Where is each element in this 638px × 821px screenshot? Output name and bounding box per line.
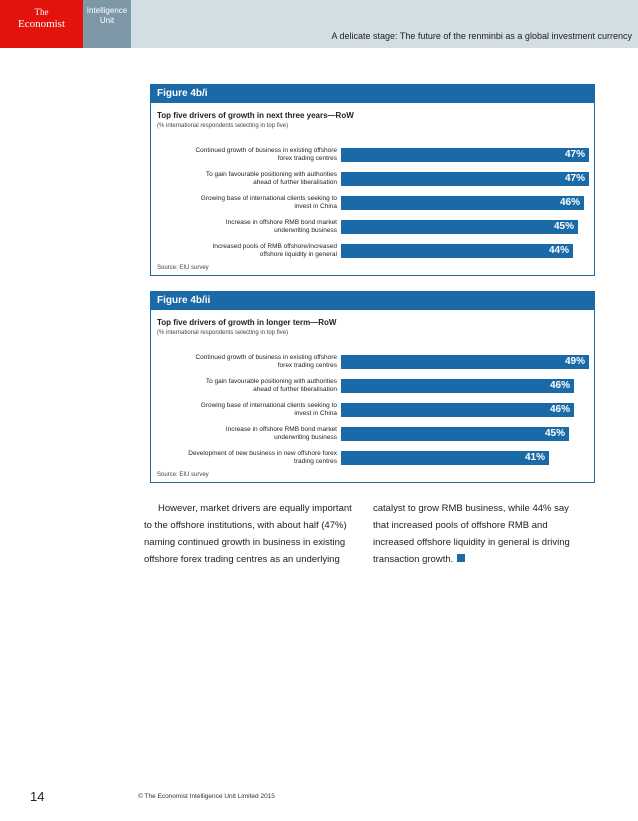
bar	[341, 172, 589, 186]
bar-value-label: 45%	[544, 428, 565, 439]
figure-source: Source: EIU survey	[157, 265, 209, 271]
bar-label-line: underwriting business	[274, 227, 337, 234]
unit-line2: Unit	[99, 16, 115, 25]
body-paragraph-right-text: catalyst to grow RMB business, while 44% say that increased pools of offshore RMB and increased offshore liquidity in general is driving transaction growth.	[373, 503, 570, 565]
figure-title: Top five drivers of growth in longer term—RoW	[157, 318, 337, 327]
figure-4b-i	[150, 84, 595, 276]
bar-label-line: ahead of further liberalisation	[253, 386, 337, 393]
bar-label	[151, 195, 337, 211]
bar-label	[151, 147, 337, 163]
bar-label-line: forex trading centres	[277, 155, 337, 162]
bar	[341, 427, 569, 441]
bar	[341, 220, 578, 234]
bar-value-label: 47%	[564, 149, 585, 160]
bar-label-line: invest in China	[294, 203, 337, 210]
bar	[341, 355, 589, 369]
header-band-top	[131, 0, 638, 22]
unit-line1: Intelligence	[86, 6, 128, 15]
bar	[341, 196, 584, 210]
bar-label	[151, 171, 337, 187]
bar-label	[151, 402, 337, 418]
bar-value-label: 45%	[553, 221, 574, 232]
bar-value-label: 44%	[548, 245, 569, 256]
logo-line1: The	[34, 7, 49, 17]
bar-label-line: Growing base of international clients seeking to	[200, 402, 337, 409]
figure-title: Top five drivers of growth in next three years—RoW	[157, 111, 354, 120]
bar-label-line: trading centres	[294, 458, 337, 465]
bar	[341, 244, 573, 258]
bar-label-line: Continued growth of business in existing offshore	[195, 147, 337, 154]
body-paragraph-left: However, market drivers are equally important to the offshore institutions, with about half (47%) naming continued growth in business in existing offshore forex trading centres as an underlying	[144, 503, 352, 565]
bar-label	[151, 378, 337, 394]
bar	[341, 403, 574, 417]
bar-value-label: 46%	[559, 197, 580, 208]
copyright: © The Economist Intelligence Unit Limited 2015	[138, 793, 275, 800]
end-mark-icon	[457, 554, 465, 562]
page-number: 14	[30, 789, 45, 804]
body-paragraph-right	[373, 500, 583, 568]
bar-label-line: Growing base of international clients seeking to	[200, 195, 337, 202]
bar-value-label: 49%	[564, 356, 585, 367]
bar-label-line: ahead of further liberalisation	[253, 179, 337, 186]
bar-label-line: forex trading centres	[277, 362, 337, 369]
bar	[341, 451, 549, 465]
bar-label	[151, 426, 337, 442]
bar-label-line: To gain favourable positioning with authorities	[205, 171, 337, 178]
bar-label-line: offshore liquidity in general	[259, 251, 337, 258]
unit-logo-text	[83, 6, 131, 26]
figure-subtitle: (% international respondents selecting in top five)	[157, 123, 289, 129]
bar-label-line: Continued growth of business in existing offshore	[195, 354, 337, 361]
bar-value-label: 47%	[564, 173, 585, 184]
bar-label-line: Increase in offshore RMB bond market	[225, 219, 337, 226]
figure-tab: Figure 4b/i	[151, 85, 594, 103]
bar-label-line: Increased pools of RMB offshore/increased	[212, 243, 337, 250]
bar-value-label: 46%	[549, 380, 570, 391]
page-header	[0, 0, 638, 48]
figure-4b-ii	[150, 291, 595, 483]
logo-line2: Economist	[17, 18, 66, 30]
figure-tab: Figure 4b/ii	[151, 292, 594, 310]
bar-value-label: 46%	[549, 404, 570, 415]
bar-label-line: Increase in offshore RMB bond market	[225, 426, 337, 433]
report-title: A delicate stage: The future of the renminbi as a global investment currency	[331, 31, 632, 41]
bar-label-line: To gain favourable positioning with authorities	[205, 378, 337, 385]
figure-source: Source: EIU survey	[157, 472, 209, 478]
bar-label-line: invest in China	[294, 410, 337, 417]
bar-label	[151, 450, 337, 466]
bar	[341, 379, 574, 393]
bar-label-line: underwriting business	[274, 434, 337, 441]
figure-subtitle: (% international respondents selecting in top five)	[157, 330, 289, 336]
bar-label	[151, 354, 337, 370]
bar-label	[151, 243, 337, 259]
bar-label-line: Development of new business in new offshore forex	[188, 450, 337, 457]
bar-value-label: 41%	[524, 452, 545, 463]
economist-logo-text	[0, 6, 83, 30]
bar	[341, 148, 589, 162]
bar-label	[151, 219, 337, 235]
